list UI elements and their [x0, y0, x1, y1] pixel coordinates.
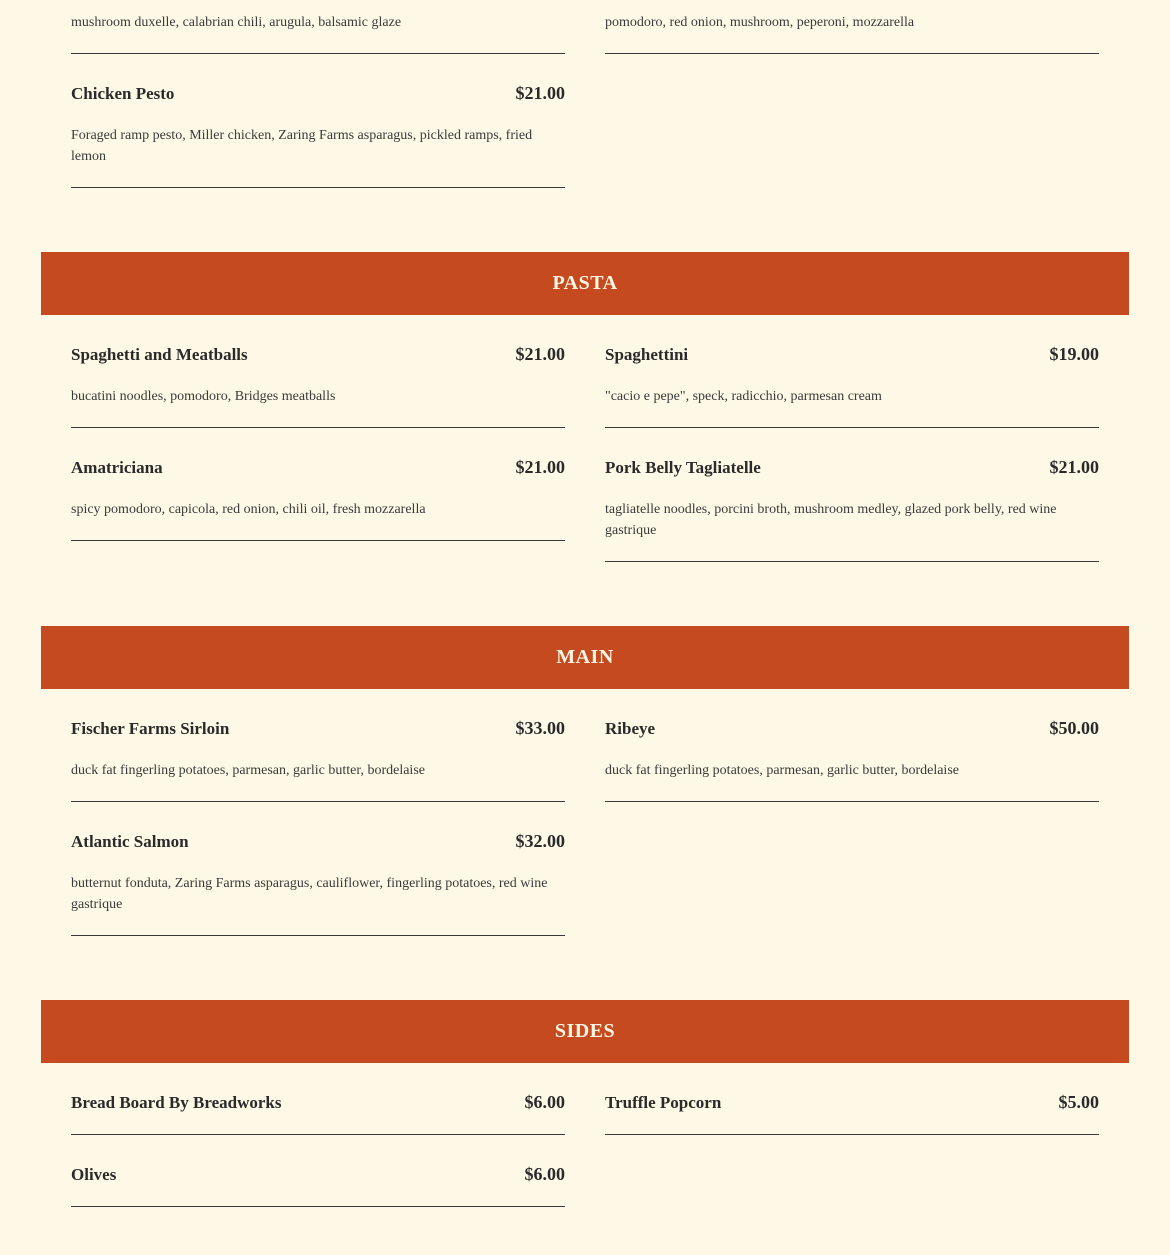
menu-item-name: Pork Belly Tagliatelle: [605, 458, 761, 477]
item-divider: [605, 53, 1099, 54]
menu-item-name: Truffle Popcorn: [605, 1093, 722, 1112]
menu-item-description: "cacio e pepe", speck, radicchio, parmesan cream: [605, 389, 882, 404]
menu-item-price: $50.00: [1049, 718, 1099, 738]
menu-item-price: $6.00: [524, 1164, 565, 1184]
menu-item-spaghetti-and-meatballs: [71, 345, 565, 407]
item-divider: [71, 1206, 565, 1207]
menu-item-price: $21.00: [515, 457, 565, 477]
menu-item-fischer-farms-sirloin: [71, 719, 565, 781]
menu-item-price: $21.00: [515, 83, 565, 103]
menu-item-name: Ribeye: [605, 719, 656, 738]
menu-item-price: $32.00: [515, 831, 565, 851]
menu-item-description: Foraged ramp pesto, Miller chicken, Zaring Farms asparagus, pickled ramps, fried lemon: [71, 128, 533, 164]
menu-item-price: $33.00: [515, 718, 565, 738]
menu-item-price: $19.00: [1049, 344, 1099, 364]
menu-item-name: Spaghetti and Meatballs: [71, 345, 248, 364]
section-header-sides: SIDES: [41, 1000, 1129, 1063]
menu-item-pork-belly-tagliatelle: [605, 458, 1099, 541]
menu-item-description: bucatini noodles, pomodoro, Bridges meatballs: [71, 389, 336, 404]
menu-item-truffle-popcorn: [605, 1093, 1099, 1119]
menu-item-name: Bread Board By Breadworks: [71, 1093, 282, 1112]
item-divider: [71, 53, 565, 54]
item-divider: [605, 1134, 1099, 1135]
menu-item-spaghettini: [605, 345, 1099, 407]
menu-item-name: Fischer Farms Sirloin: [71, 719, 230, 738]
item-divider: [605, 561, 1099, 562]
item-divider: [71, 1134, 565, 1135]
menu-item-ribeye: [605, 719, 1099, 781]
menu-item-bread-board: [71, 1093, 565, 1119]
menu-item-price: $21.00: [1049, 457, 1099, 477]
menu-item-description: pomodoro, red onion, mushroom, peperoni, mozzarella: [605, 15, 915, 30]
menu-item-name: Atlantic Salmon: [71, 832, 189, 851]
menu-item-amatriciana: [71, 458, 565, 520]
menu-item-description: butternut fonduta, Zaring Farms asparagus, cauliflower, fingerling potatoes, red wine gastrique: [71, 876, 548, 912]
menu-item-price: $6.00: [524, 1092, 565, 1112]
item-divider: [605, 801, 1099, 802]
menu-item-description: duck fat fingerling potatoes, parmesan, garlic butter, bordelaise: [71, 763, 425, 778]
menu-item-description: duck fat fingerling potatoes, parmesan, garlic butter, bordelaise: [605, 763, 959, 778]
item-divider: [605, 427, 1099, 428]
menu-item-name: Chicken Pesto: [71, 84, 175, 103]
menu-item-name: Spaghettini: [605, 345, 689, 364]
item-divider: [71, 801, 565, 802]
item-divider: [71, 187, 565, 188]
menu-item-description: mushroom duxelle, calabrian chili, arugula, balsamic glaze: [71, 15, 402, 30]
item-divider: [71, 540, 565, 541]
section-header-main: MAIN: [41, 626, 1129, 689]
item-divider: [71, 427, 565, 428]
item-divider: [71, 935, 565, 936]
menu-item-description: spicy pomodoro, capicola, red onion, chili oil, fresh mozzarella: [71, 502, 426, 517]
menu-item-chicken-pesto: [71, 84, 565, 167]
menu-item-name: Amatriciana: [71, 458, 163, 477]
menu-item-description: tagliatelle noodles, porcini broth, mushroom medley, glazed pork belly, red wine gastrique: [605, 502, 1057, 538]
menu-item-price: $21.00: [515, 344, 565, 364]
menu-item-olives: [71, 1165, 565, 1191]
menu-item-atlantic-salmon: [71, 832, 565, 915]
menu-item-name: Olives: [71, 1165, 117, 1184]
section-header-pasta: PASTA: [41, 252, 1129, 315]
menu-item-price: $5.00: [1058, 1092, 1099, 1112]
